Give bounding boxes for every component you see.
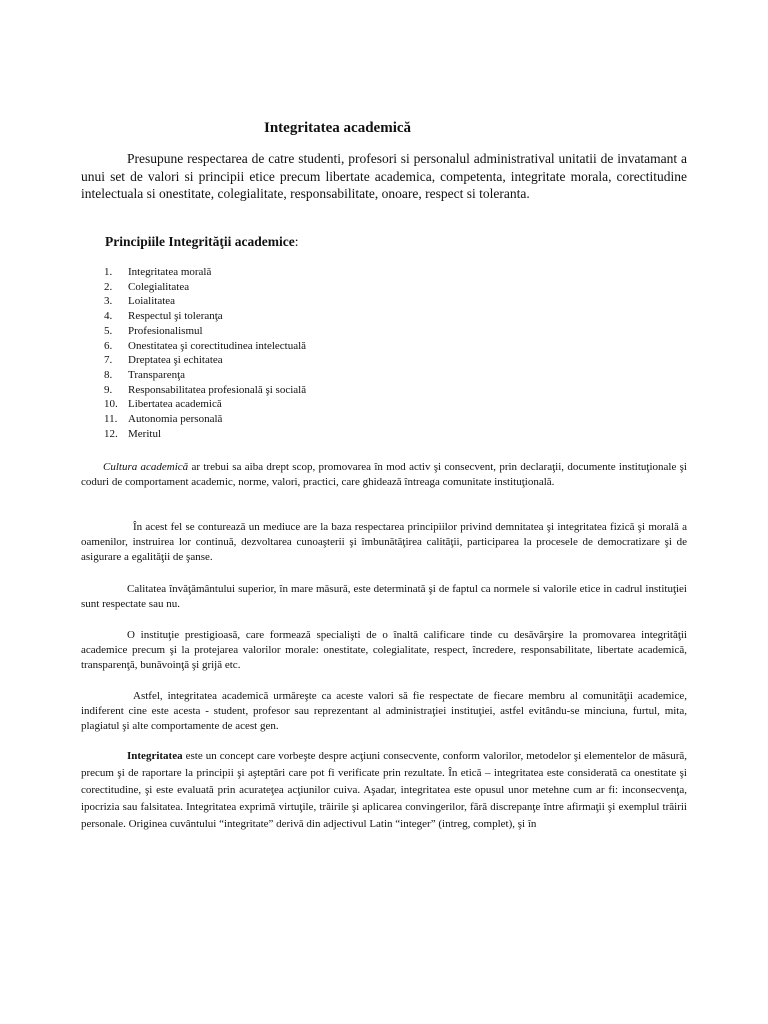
list-item-text: Loialitatea [128,295,176,308]
list-item [104,397,306,412]
list-item-text: Profesionalismul [128,324,203,337]
list-item-number: 5. [104,324,113,337]
list-item-text: Colegialitatea [128,280,190,293]
institution-paragraph: O instituţie prestigioasă, care formează specialişti de o înaltă calificare tinde cu desăvârşire la promovarea integrităţii academice precum şi la protejarea valorilor morale: onestitate, colegialitate, respect, încredere, responsabilitate, libertate academică, transparenţă, bunăvoinţă şi grijă etc. [81,629,687,671]
list-item [104,412,306,427]
intro-paragraph: Presupune respectarea de catre studenti, profesori si personalul administratival unitatii de invatamant a unui set de valori si principii etice precum libertate academica, competenta, integritate morala, corectitudine intelectuala si onestitate, colegialitate, responsabilitate, onoare, respect si toleranta. [81,151,687,201]
principles-heading-text: Principiile Integrităţii academice [105,234,295,249]
list-item-number: 11. [104,413,118,426]
list-item-number: 10. [104,398,118,411]
list-item [104,280,306,295]
values-paragraph: Astfel, integritatea academică urmăreşte ca aceste valori să fie respectate de fiecare membru al comunităţii academice, indiferent cine este acesta - student, profesor sau reprezentant al administraţiei instituţiei, astfel evitându-se minciuna, furtul, mita, plagiatul şi alte comportamente de acest gen. [81,690,687,732]
list-item [104,265,306,280]
list-item [104,309,306,324]
list-item-number: 2. [104,280,113,293]
quality-paragraph: Calitatea învăţământului superior, în mare măsură, este determinată şi de faptul ca normele si valorile etice in cadrul instituţiei sunt respectate sau nu. [81,583,687,610]
culture-text: ar trebui sa aiba drept scop, promovarea în mod activ şi consecvent, prin declaraţii, documente instituţionale şi coduri de comportament academic, norme, valori, practici, care ghidează întreaga comunitate instituţională. [81,461,687,488]
list-item [104,339,306,354]
principles-list [104,265,306,441]
list-item-text: Dreptatea şi echitatea [128,354,223,367]
integrity-term: Integritatea [127,750,183,762]
list-item-text: Onestitatea şi corectitudinea intelectuală [128,339,307,352]
list-item-text: Responsabilitatea profesională şi socială [128,383,307,396]
list-item-number: 1. [104,266,113,278]
list-item [104,353,306,368]
list-item-number: 4. [104,310,113,323]
list-item-text: Transparenţa [128,368,186,381]
principles-heading [105,234,298,250]
list-item-number: 12. [104,427,118,440]
integrity-paragraph [81,748,687,833]
list-item-number: 6. [104,339,113,352]
culture-paragraph [81,460,687,490]
list-item [104,368,306,383]
list-item-text: Respectul şi toleranţa [128,310,223,323]
document-title: Integritatea academică [264,120,412,136]
culture-term: Cultura academică [103,461,189,473]
list-item-number: 7. [104,354,113,367]
list-item-text: Autonomia personală [128,413,223,426]
environment-paragraph: În acest fel se conturează un mediuce are la baza respectarea principiilor privind demnitatea şi integritatea fizică şi morală a oamenilor, instruirea lor continuă, dezvoltarea cunoaşterii şi îmbunătăţirea calităţii, participarea la procesele de democratizare şi de asigurare a egalităţii de şanse. [81,521,687,563]
list-item [104,324,306,339]
list-item [104,427,306,442]
list-item-number: 3. [104,295,113,308]
list-item-number: 8. [104,368,113,381]
list-item-text: Integritatea morală [128,266,212,278]
list-item [104,383,306,398]
integrity-text: este un concept care vorbeşte despre acţiuni consecvente, conform valorilor, metodelor şi elementelor de măsură, precum şi de raportare la principii şi aşteptări care pot fi verificate prin rezultate. În etică – integritatea este considerată ca onestitate şi corectitudine, şi este evaluată prin acurateţea acţiunilor cuiva. Aşadar, integritatea este opusul unor metehne cum ar fi: inconsecvenţa, ipocrizia sau falsitatea. Integritatea exprimă virtuţile, trăirile şi aplicarea convingerilor, fără discrepanţe între afirmaţii şi exemplul trăirii personale. Originea cuvântului “integritate” derivă din adjectivul Latin “integer” (intreg, complet), şi în [81,750,687,830]
list-item-text: Meritul [128,427,161,440]
list-item-number: 9. [104,383,113,396]
principles-heading-colon: : [294,234,299,249]
list-item-text: Libertatea academică [128,398,222,411]
list-item [104,294,306,309]
